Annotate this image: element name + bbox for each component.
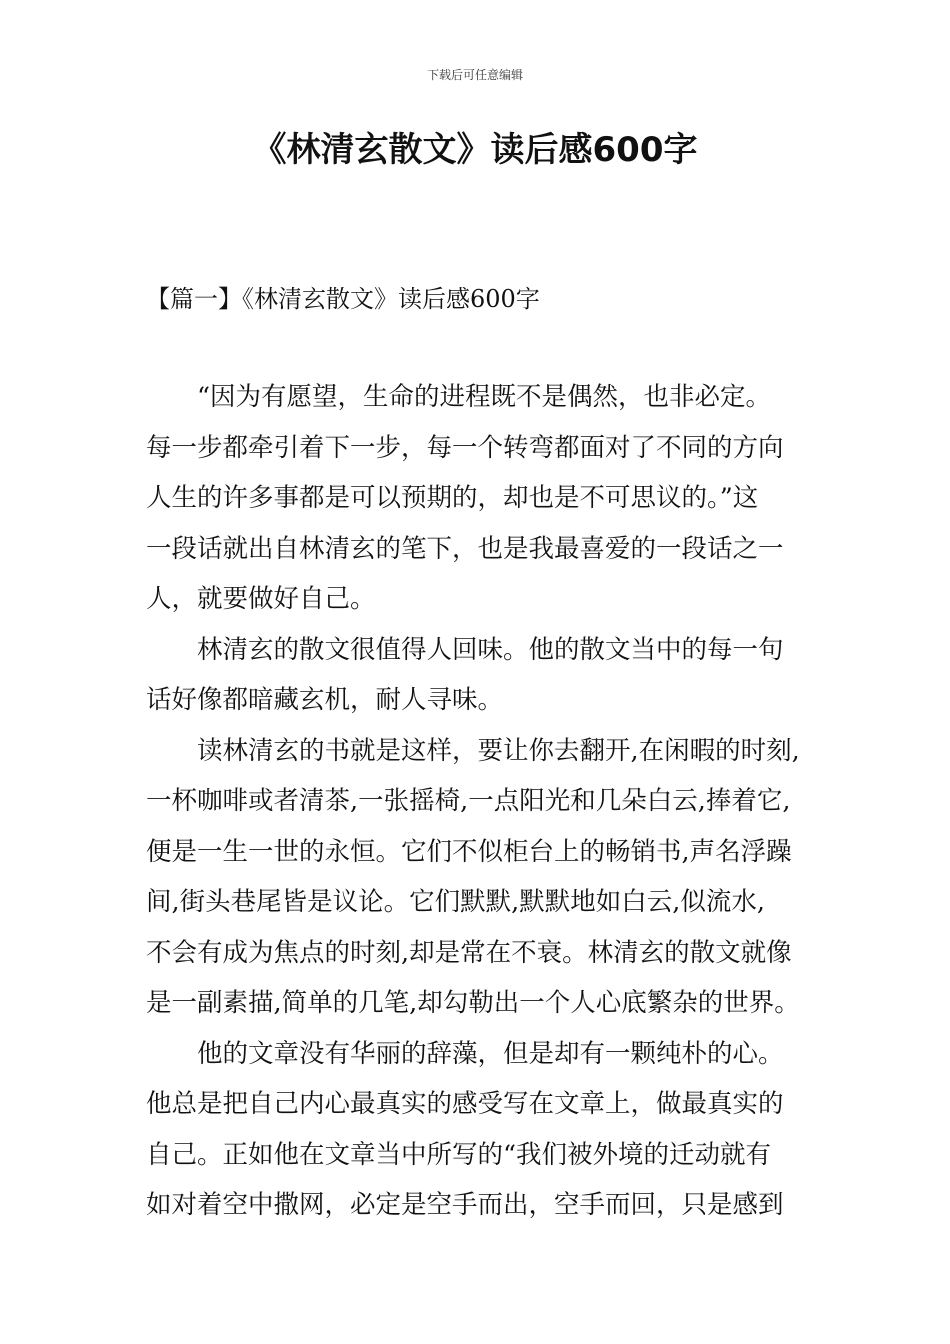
text-line: 他总是把自己内心最真实的感受写在文章上，做最真实的: [146, 1089, 784, 1119]
body-text: [146, 372, 806, 1231]
text-line: 自己。正如他在文章当中所写的“我们被外境的迁动就有: [146, 1139, 772, 1170]
text-line: 是一副素描,简单的几笔,却勾勒出一个人心底繁杂的世界。: [146, 988, 800, 1018]
text-line: 一段话就出自林清玄的笔下，也是我最喜爱的一段话之一: [146, 533, 784, 564]
paragraph-4: [146, 1029, 806, 1231]
text-line: 林清玄的散文很值得人回味。他的散文当中的每一句: [197, 634, 784, 665]
paragraph-2: [146, 625, 806, 726]
text-line: 便是一生一世的永恒。它们不似柜台上的畅销书,声名浮躁: [146, 836, 792, 867]
text-line: 人生的许多事都是可以预期的，却也是不可思议的。”这: [146, 483, 759, 513]
text-line: “因为有愿望，生命的进程既不是偶然，也非必定。: [197, 382, 772, 412]
document-title: 《林清玄散文》读后感600字: [252, 130, 698, 170]
text-line: 读林清玄的书就是这样，要让你去翻开,在闲暇的时刻,: [197, 735, 800, 766]
text-line: 人，就要做好自己。: [146, 584, 376, 614]
text-line: 不会有成为焦点的时刻,却是常在不衰。林清玄的散文就像: [146, 937, 792, 968]
text-line: 如对着空中撒网，必定是空手而出，空手而回，只是感到: [146, 1190, 784, 1220]
text-line: 他的文章没有华丽的辞藻，但是却有一颗纯朴的心。: [197, 1038, 784, 1069]
text-line: 间,街头巷尾皆是议论。它们默默,默默地如白云,似流水,: [146, 887, 765, 917]
text-line: 话好像都暗藏玄机，耐人寻味。: [146, 685, 504, 715]
paragraph-1: [146, 372, 806, 625]
header-note: 下载后可任意编辑: [426, 68, 523, 82]
paragraph-3: [146, 726, 806, 1029]
text-line: 每一步都牵引着下一步，每一个转弯都面对了不同的方向: [146, 432, 784, 463]
section-heading: 【篇一】《林清玄散文》读后感600字: [146, 285, 540, 313]
text-line: 一杯咖啡或者清茶,一张摇椅,一点阳光和几朵白云,捧着它,: [146, 786, 791, 816]
